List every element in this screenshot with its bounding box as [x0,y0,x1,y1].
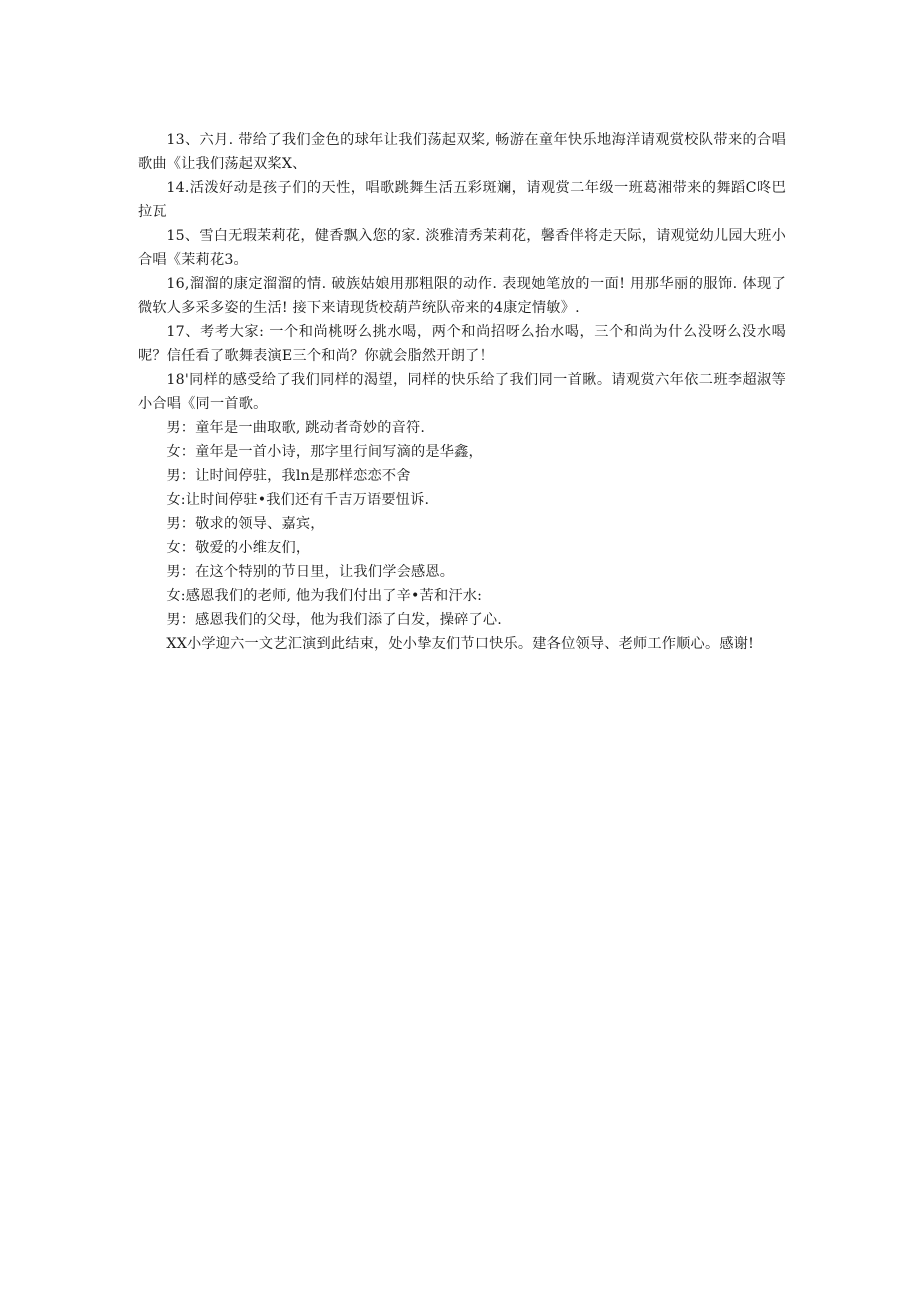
dialogue-line-male-4: 男：在这个特别的节日里，让我们学会感恩。 [166,564,455,580]
paragraph-14: 14.活泼好动是孩子们的天性，唱歌跳舞生活五彩斑斓，请观赏二年级一班葛湘带来的舞蹈C咚巴拉瓦 [138,180,786,220]
dialogue-line-female-3: 女：敬爱的小维友们， [166,540,311,556]
dialogue-line-female-4: 女:感恩我们的老师, 他为我们付出了辛•苦和汗水: [166,588,483,604]
paragraph-15: 15、雪白无瑕茉莉花，健香飘入您的家. 淡雅清秀茉莉花，馨香伴将走天际，请观觉幼儿园大班小合唱《茉莉花3。 [138,228,786,268]
paragraph-18: 18'同样的感受给了我们同样的渴望，同样的快乐给了我们同一首瞅。请观赏六年依二班李超淑等小合唱《同一首歌。 [138,372,786,412]
dialogue-line-female-1: 女：童年是一首小诗，那字里行间写滴的是华鑫， [166,444,483,460]
dialogue-line-male-3: 男：敬求的领导、嘉宾， [166,516,325,532]
paragraph-13: 13、六月. 带给了我们金色的球年让我们荡起双桨, 畅游在童年快乐地海洋请观赏校队带来的合唱歌曲《让我们荡起双桨X、 [138,132,786,172]
dialogue-line-female-2: 女:让时间停驻•我们还有千吉万语要忸诉. [166,492,430,508]
paragraph-16: 16,溜溜的康定溜溜的情. 破族姑娘用那粗限的动作. 表现她笔放的一面! 用那华丽的服饰. 体现了微软人多采多姿的生活! 接下来请现货校葫芦统队帝来的4康定情敏》. [138,276,786,316]
paragraph-17: 17、考考大家: 一个和尚桃呀么挑水喝，两个和尚招呀么抬水喝，三个和尚为什么没呀么没水喝呢？信任看了歌舞表演E三个和尚？你就会脂然开朗了！ [138,324,786,364]
closing-paragraph: XX小学迎六一文艺汇演到此结束，处小挚友们节口快乐。建各位领导、老师工作顺心。感谢! [166,636,755,652]
dialogue-line-male-5: 男：感恩我们的父母，他为我们添了白发，操碎了心. [166,612,503,628]
dialogue-line-male-1: 男：童年是一曲取歌, 跳动者奇妙的音符. [166,420,426,436]
document-body [138,128,786,656]
dialogue-line-male-2: 男：让时间停驻，我ln是那样恋恋不舍 [166,468,411,484]
